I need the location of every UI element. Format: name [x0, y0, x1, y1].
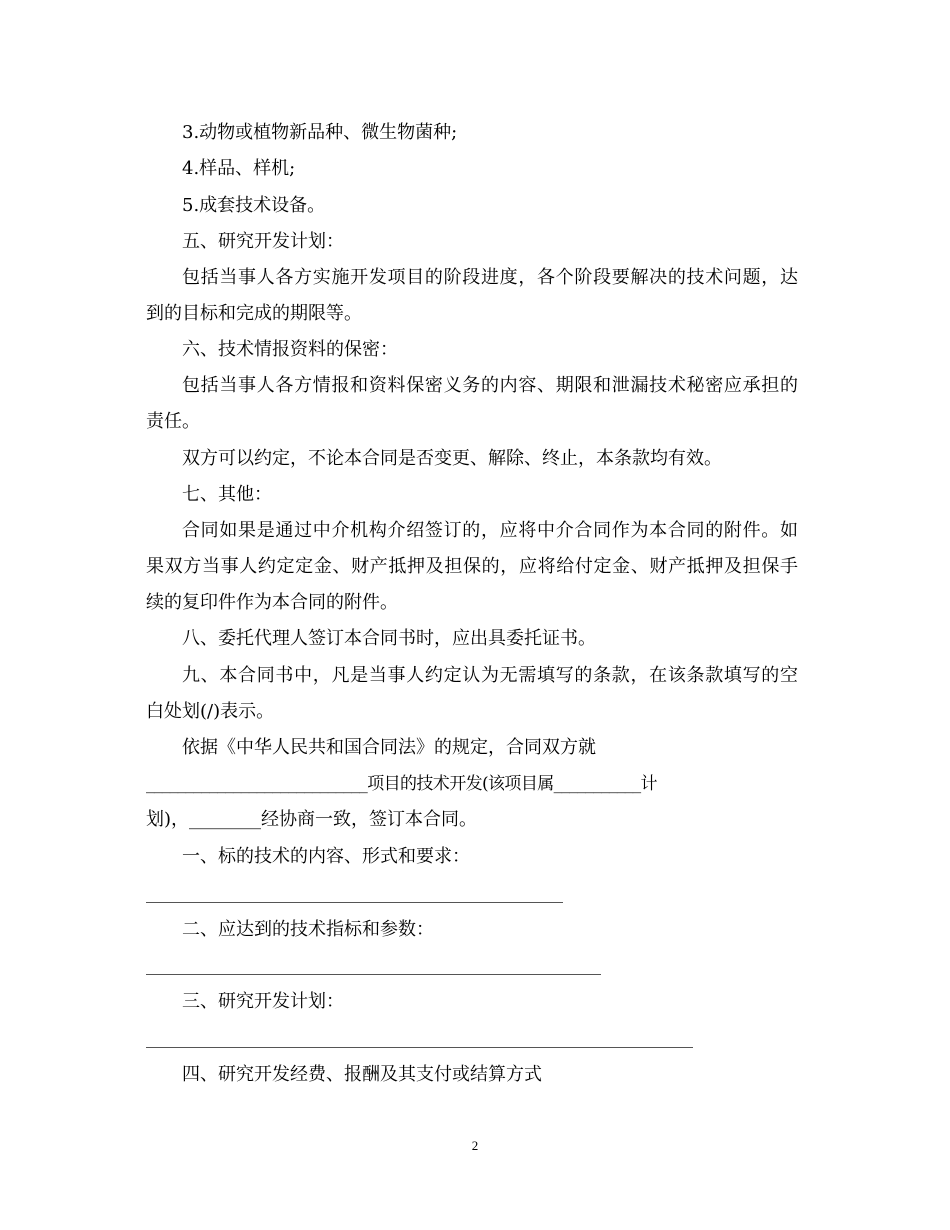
section-heading: 五、研究开发计划：	[182, 231, 344, 252]
text-line: 到的目标和完成的期限等。	[146, 303, 362, 324]
text-line: 5.成套技术设备。	[182, 195, 326, 216]
section-heading: 一、标的技术的内容、形式和要求：	[182, 846, 470, 867]
blank-answer-line	[146, 1047, 693, 1048]
text-line: 八、委托代理人签订本合同书时，应出具委托证书。	[182, 628, 596, 649]
text-line: 3.动物或植物新品种、微生物菌种;	[182, 122, 458, 143]
blank-answer-line	[146, 974, 601, 975]
text-line: 果双方当事人约定定金、财产抵押及担保的，应将给付定金、财产抵押及担保手	[146, 556, 798, 577]
text-line: 九、本合同书中，凡是当事人约定认为无需填写的条款，在该条款填写的空	[182, 665, 798, 686]
blank-answer-line	[146, 902, 563, 903]
text-line: 包括当事人各方情报和资料保密义务的内容、期限和泄漏技术秘密应承担的	[182, 375, 798, 396]
page-number: 2	[471, 1138, 479, 1153]
section-heading: 七、其他：	[182, 484, 272, 505]
section-heading: 六、技术情报资料的保密：	[182, 339, 398, 360]
fill-in-line: ____________________________项目的技术开发(该项目属___________计	[146, 774, 657, 794]
section-heading: 三、研究开发计划：	[182, 991, 344, 1012]
text-line: 包括当事人各方实施开发项目的阶段进度，各个阶段要解决的技术问题，达	[182, 267, 798, 288]
text-line: 续的复印件作为本合同的附件。	[146, 592, 398, 613]
section-heading: 四、研究开发经费、报酬及其支付或结算方式	[182, 1064, 542, 1085]
section-heading: 二、应达到的技术指标和参数：	[182, 919, 434, 940]
text-line: 4.样品、样机;	[182, 158, 296, 179]
fill-in-line: 划)，________经协商一致，签订本合同。	[146, 809, 478, 830]
text-line: 双方可以约定，不论本合同是否变更、解除、终止，本条款均有效。	[182, 448, 722, 469]
text-line: 白处划(/)表示。	[146, 701, 275, 722]
text-line: 责任。	[146, 411, 200, 432]
text-line: 依据《中华人民共和国合同法》的规定，合同双方就	[182, 737, 596, 758]
text-line: 合同如果是通过中介机构介绍签订的，应将中介合同作为本合同的附件。如	[182, 520, 798, 541]
